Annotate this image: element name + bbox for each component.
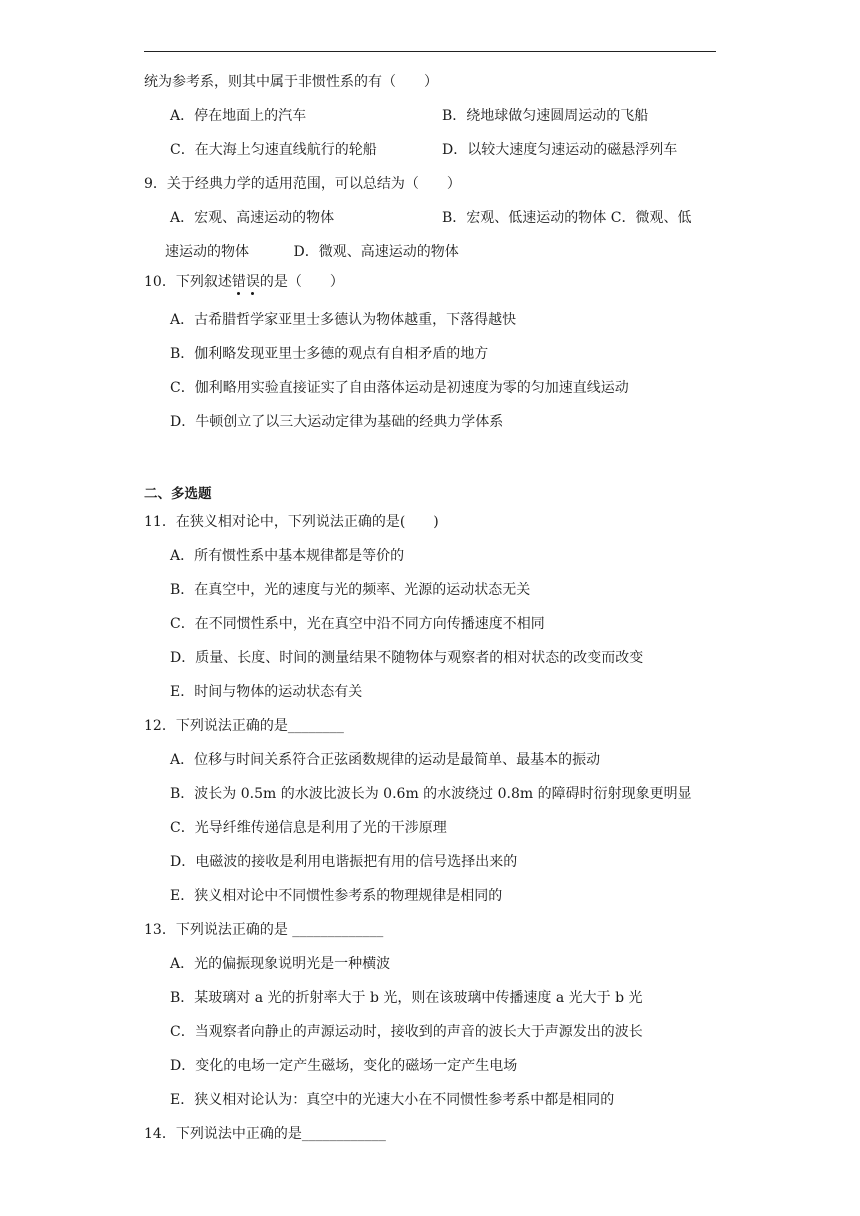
- q8-option-c: C．在大海上匀速直线航行的轮船: [170, 142, 377, 158]
- question-8-stem-continuation: 统为参考系，则其中属于非惯性系的有（ ）: [144, 74, 438, 90]
- q12-option-c: C．光导纤维传递信息是利用了光的干涉原理: [170, 820, 447, 836]
- q9-option-b-c: B．宏观、低速运动的物体 C．微观、低: [442, 210, 692, 226]
- q9-option-continuation: 速运动的物体 D．微观、高速运动的物体: [165, 244, 459, 260]
- question-12-stem: 12．下列说法正确的是________: [144, 718, 344, 734]
- q12-option-b: B．波长为 0.5m 的水波比波长为 0.6m 的水波绕过 0.8m 的障碍时衍射现象更明显: [170, 786, 692, 802]
- q8-option-b: B．绕地球做匀速圆周运动的飞船: [442, 108, 649, 124]
- q13-option-c: C．当观察者向静止的声源运动时，接收到的声音的波长大于声源发出的波长: [170, 1024, 643, 1040]
- emphasis-dot: [251, 292, 254, 295]
- q10-option-c: C．伽利略用实验直接证实了自由落体运动是初速度为零的匀加速直线运动: [170, 380, 629, 396]
- q12-option-e: E．狭义相对论中不同惯性参考系的物理规律是相同的: [170, 888, 503, 904]
- question-10-stem: [144, 272, 344, 292]
- q10-emphasis-text: 错误: [231, 274, 260, 290]
- question-13-stem: 13．下列说法正确的是 _____________: [144, 922, 384, 938]
- question-9-stem: 9．关于经典力学的适用范围，可以总结为（ ）: [144, 176, 461, 192]
- q11-option-d: D．质量、长度、时间的测量结果不随物体与观察者的相对状态的改变而改变: [170, 650, 644, 666]
- q12-option-a: A．位移与时间关系符合正弦函数规律的运动是最简单、最基本的振动: [170, 752, 601, 768]
- q10-stem-prefix: 10．下列叙述: [144, 274, 232, 290]
- q11-option-b: B．在真空中，光的速度与光的频率、光源的运动状态无关: [170, 582, 531, 598]
- header-rule: [144, 51, 716, 52]
- q9-option-a: A．宏观、高速运动的物体: [170, 210, 335, 226]
- q11-option-c: C．在不同惯性系中，光在真空中沿不同方向传播速度不相同: [170, 616, 545, 632]
- q12-option-d: D．电磁波的接收是利用电谐振把有用的信号选择出来的: [170, 854, 518, 870]
- section-heading-multiple-choice: 二、多选题: [144, 486, 212, 502]
- q10-option-b: B．伽利略发现亚里士多德的观点有自相矛盾的地方: [170, 346, 489, 362]
- question-14-stem: 14．下列说法中正确的是____________: [144, 1126, 386, 1142]
- q11-option-a: A．所有惯性系中基本规律都是等价的: [170, 548, 405, 564]
- q13-option-d: D．变化的电场一定产生磁场，变化的磁场一定产生电场: [170, 1058, 518, 1074]
- q11-option-e: E．时间与物体的运动状态有关: [170, 684, 363, 700]
- q8-option-d: D．以较大速度匀速运动的磁悬浮列车: [442, 142, 678, 158]
- q10-emphasized-word: [232, 274, 260, 290]
- q13-option-b: B．某玻璃对 a 光的折射率大于 b 光，则在该玻璃中传播速度 a 光大于 b 光: [170, 990, 643, 1006]
- q8-option-a: A．停在地面上的汽车: [170, 108, 307, 124]
- q10-stem-suffix: 的是（ ）: [259, 274, 344, 290]
- q10-option-d: D．牛顿创立了以三大运动定律为基础的经典力学体系: [170, 414, 504, 430]
- q13-option-e: E．狭义相对论认为：真空中的光速大小在不同惯性参考系中都是相同的: [170, 1092, 615, 1108]
- q13-option-a: A．光的偏振现象说明光是一种横波: [170, 956, 391, 972]
- question-11-stem: 11．在狭义相对论中，下列说法正确的是( ): [144, 514, 439, 530]
- q10-option-a: A．古希腊哲学家亚里士多德认为物体越重，下落得越快: [170, 312, 517, 328]
- emphasis-dot: [237, 292, 240, 295]
